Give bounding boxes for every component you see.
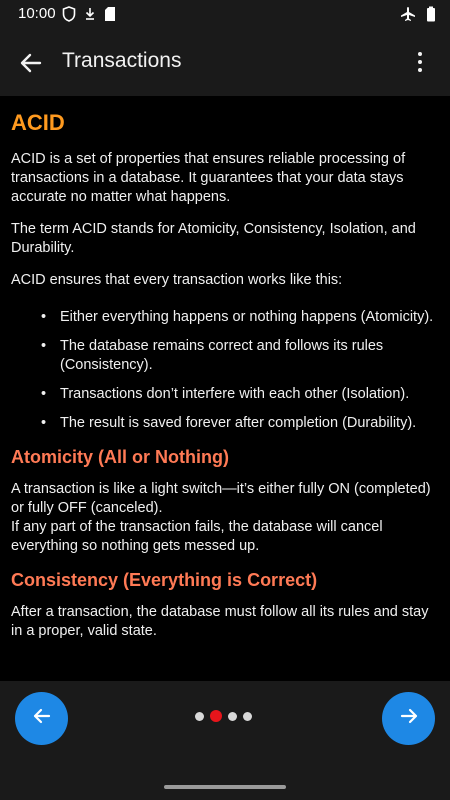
paragraph-consistency: After a transaction, the database must follow all its rules and stay in a proper, valid state. bbox=[11, 604, 429, 639]
section-heading-consistency: Consistency (Everything is Correct) bbox=[11, 570, 318, 590]
shield-icon bbox=[62, 6, 76, 27]
overflow-menu-button[interactable] bbox=[408, 50, 432, 74]
page-title: Transactions bbox=[62, 49, 182, 72]
download-icon bbox=[84, 6, 96, 27]
paragraph-intro: ACID is a set of properties that ensures reliable processing of transactions in a database. It guarantees that your data stays accurate no matter what happens. bbox=[11, 151, 406, 205]
home-indicator[interactable] bbox=[164, 785, 286, 789]
page-dot[interactable] bbox=[228, 712, 237, 721]
page-dot-active[interactable] bbox=[210, 710, 222, 722]
paragraph-atomicity-switch: A transaction is like a light switch—it’s either fully ON (completed) or fully OFF (canceled). bbox=[11, 481, 431, 516]
paragraph-acid-terms: The term ACID stands for Atomicity, Consistency, Isolation, and Durability. bbox=[11, 221, 416, 256]
next-page-button[interactable] bbox=[382, 692, 435, 745]
article-content[interactable] bbox=[0, 96, 450, 681]
acid-properties-list bbox=[11, 308, 439, 433]
arrow-left-icon bbox=[16, 65, 46, 82]
list-item: • The database remains correct and follows its rules (Consistency). bbox=[41, 337, 439, 375]
airplane-icon bbox=[400, 6, 416, 27]
back-button[interactable] bbox=[16, 48, 46, 78]
list-item: • Either everything happens or nothing happens (Atomicity). bbox=[41, 308, 439, 327]
arrow-left-icon bbox=[31, 705, 53, 732]
list-item: • Transactions don’t interfere with each other (Isolation). bbox=[41, 385, 439, 404]
status-icons-left bbox=[62, 6, 116, 27]
arrow-right-icon bbox=[398, 705, 420, 732]
status-bar bbox=[0, 0, 450, 28]
battery-icon bbox=[426, 6, 436, 27]
bottom-navigation-bar bbox=[0, 681, 450, 800]
section-heading-acid: ACID bbox=[11, 110, 65, 135]
status-time: 10:00 bbox=[18, 5, 56, 22]
section-heading-atomicity: Atomicity (All or Nothing) bbox=[11, 447, 229, 467]
page-dot[interactable] bbox=[195, 712, 204, 721]
sd-card-icon bbox=[104, 6, 116, 27]
previous-page-button[interactable] bbox=[15, 692, 68, 745]
status-icons-right bbox=[400, 6, 436, 27]
list-item: • The result is saved forever after completion (Durability). bbox=[41, 414, 439, 433]
app-bar bbox=[0, 28, 450, 96]
paragraph-acid-ensures: ACID ensures that every transaction works like this: bbox=[11, 272, 343, 288]
page-indicator bbox=[195, 710, 252, 722]
paragraph-atomicity-cancel: If any part of the transaction fails, the database will cancel everything so nothing gets messed up. bbox=[11, 519, 383, 554]
page-dot[interactable] bbox=[243, 712, 252, 721]
more-vertical-icon bbox=[408, 61, 432, 78]
